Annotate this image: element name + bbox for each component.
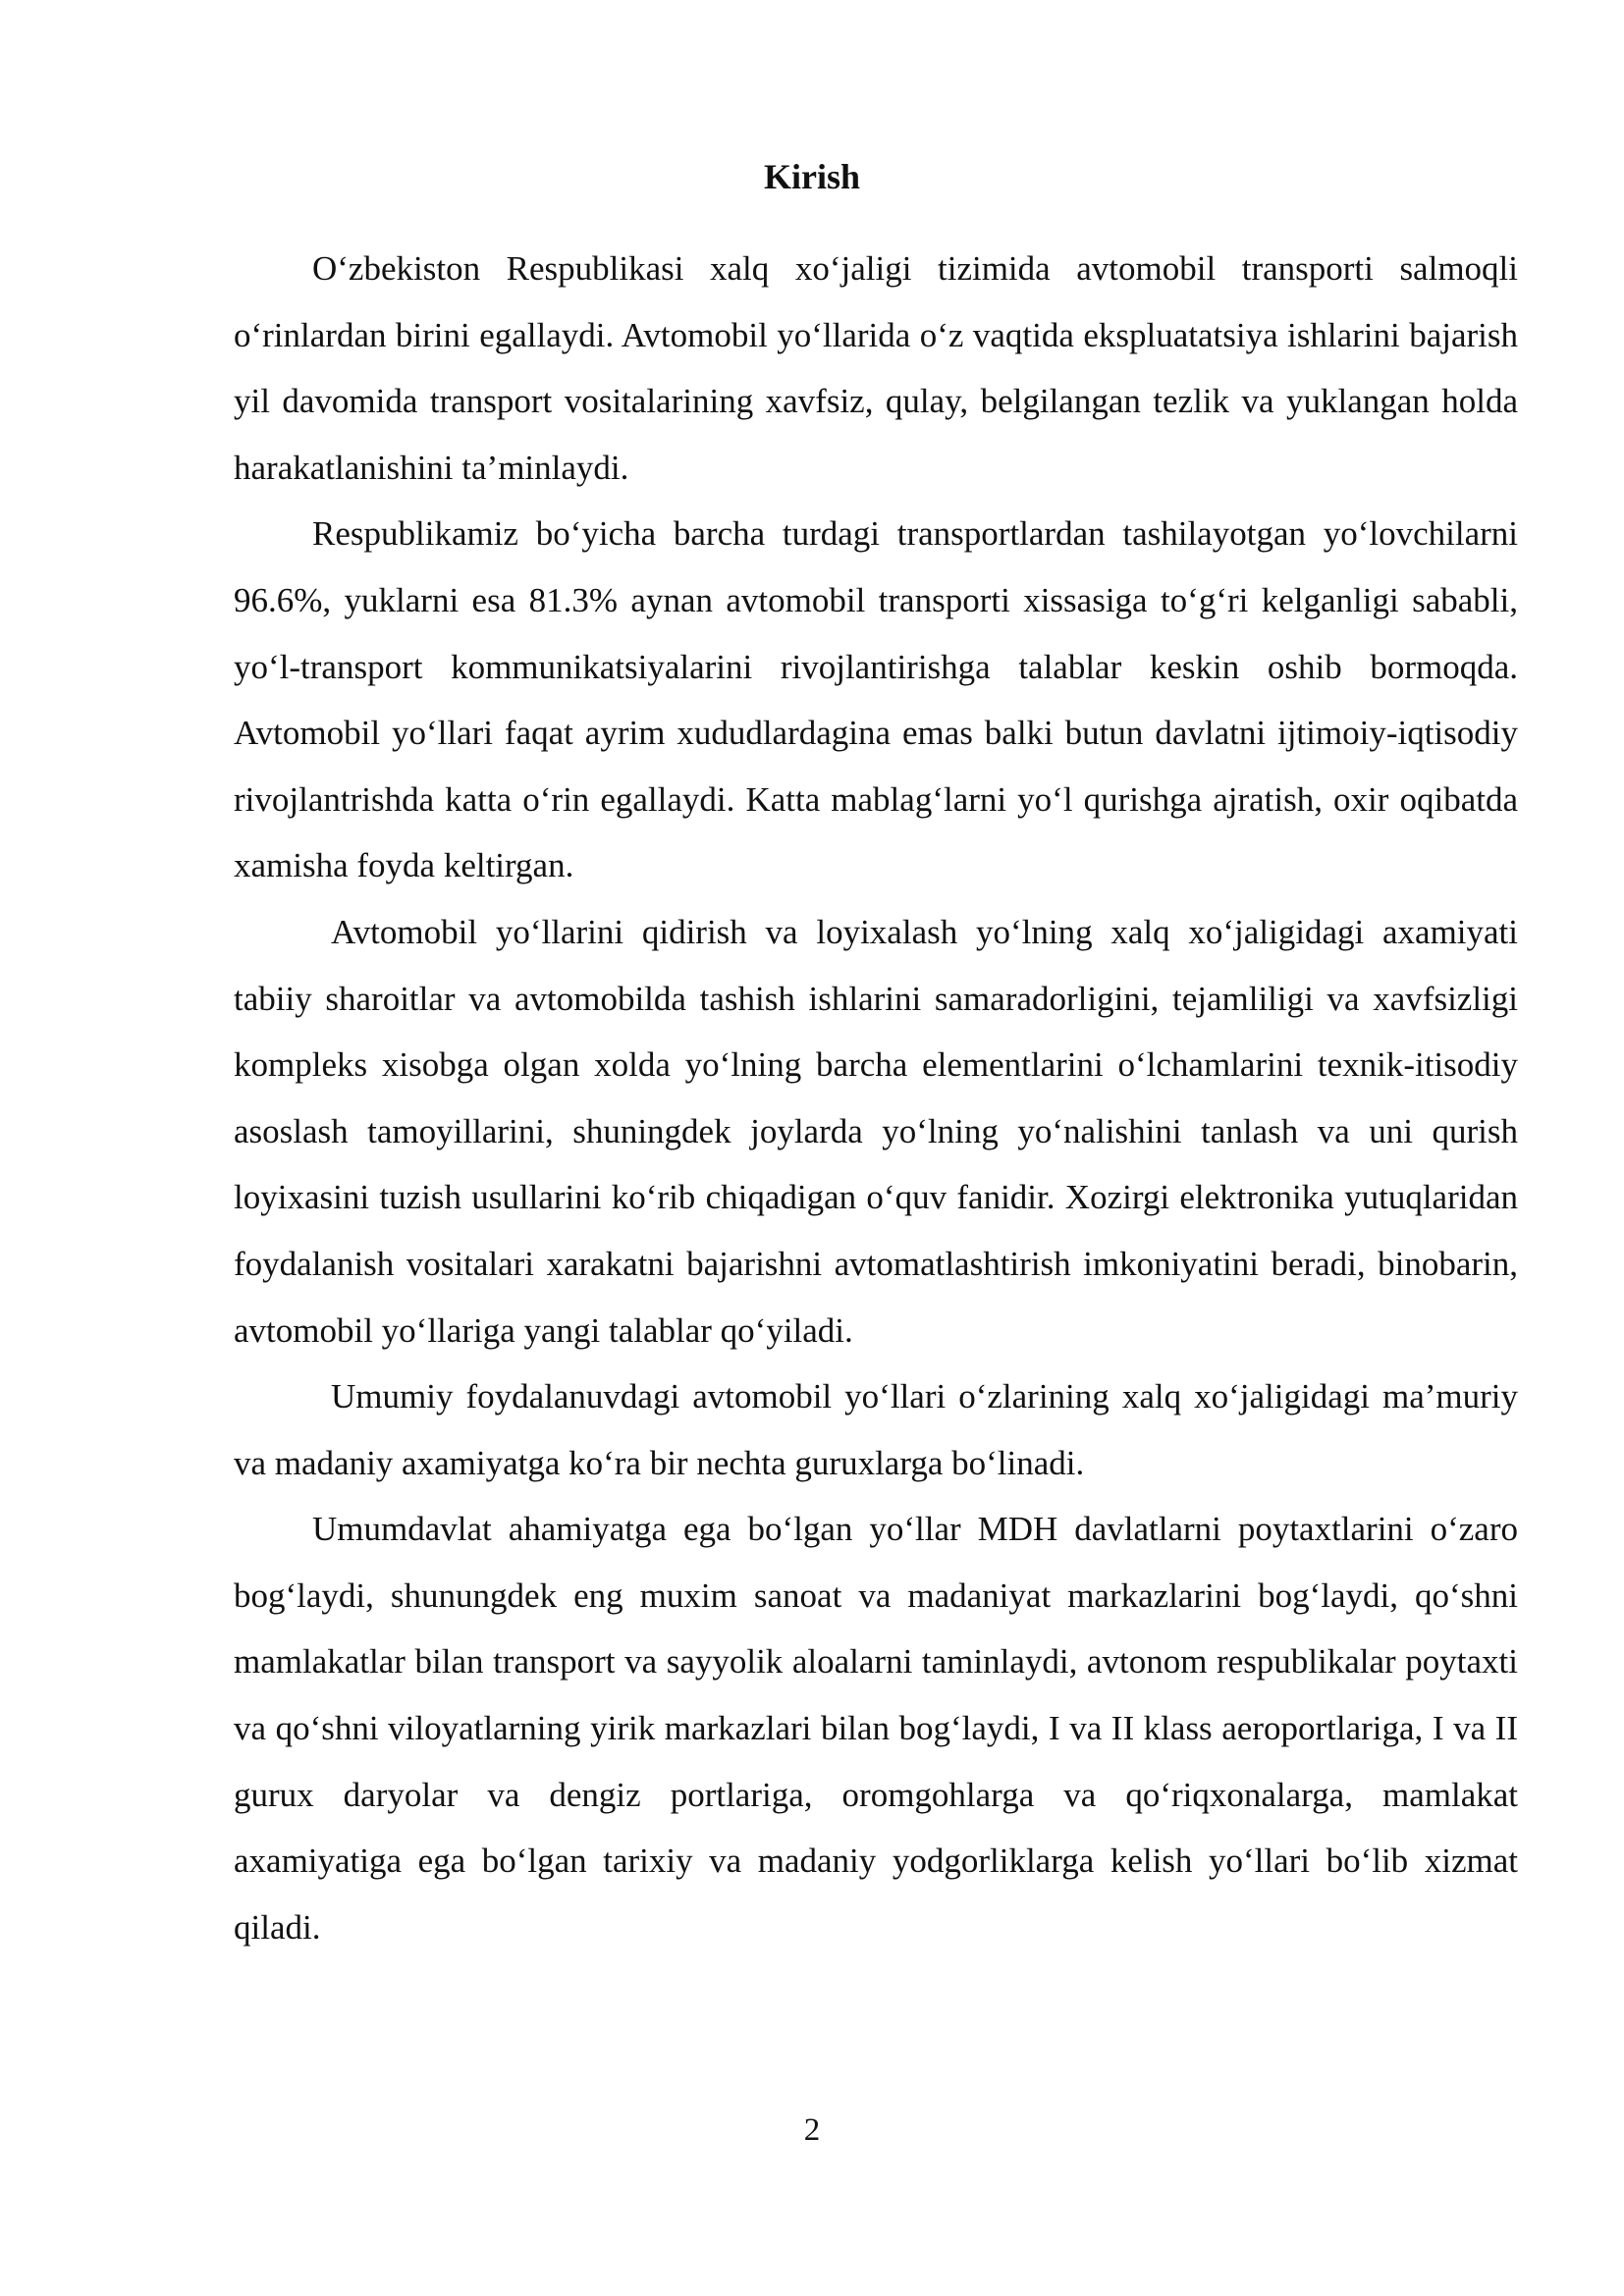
paragraph-1: O‘zbekiston Respublikasi xalq xo‘jaligi tizimida avtomobil transporti salmoqli o‘rinlardan birini egallaydi. Avtomobil yo‘llarida o‘z vaqtida ekspluatatsiya ishlarini bajarish yil davomida transport vositalarining xavfsiz, qulay, belgilangan tezlik va yuklangan holda harakatlanishini ta’minlaydi. [234, 249, 1518, 487]
paragraph-4: Umumiy foydalanuvdagi avtomobil yo‘llari o‘zlarining xalq xo‘jaligidagi ma’muriy va madaniy axamiyatga ko‘ra bir nechta guruxlarga bo‘linadi. [234, 1377, 1518, 1482]
paragraph-2: Respublikamiz bo‘yicha barcha turdagi transportlardan tashilayotgan yo‘lovchilarni 96.6%, yuklarni esa 81.3% aynan avtomobil transporti xissasiga to‘g‘ri kelganligi sababli, yo‘l-transport kommunikatsiyalarini rivojlantirishga talablar keskin oshib bormoqda. Avtomobil yo‘llari faqat ayrim xududlardagina emas balki butun davlatni ijtimoiy-iqtisodiy rivojlantrishda katta o‘rin egallaydi. Katta mablag‘larni yo‘l qurishga ajratish, oxir oqibatda xamisha foyda keltirgan. [234, 514, 1518, 885]
body-text [234, 236, 1518, 1960]
page-title: Kirish [763, 157, 860, 196]
page-number: 2 [803, 2112, 821, 2148]
paragraph-3: Avtomobil yo‘llarini qidirish va loyixalash yo‘lning xalq xo‘jaligidagi axamiyati tabiiy sharoitlar va avtomobilda tashish ishlarini samaradorligini, tejamliligi va xavfsizligi kompleks xisobga olgan xolda yo‘lning barcha elementlarini o‘lchamlarini texnik-itisodiy asoslash tamoyillarini, shuningdek joylarda yo‘lning yo‘nalishini tanlash va uni qurish loyixasini tuzish usullarini ko‘rib chiqadigan o‘quv fanidir. Xozirgi elektronika yutuqlaridan foydalanish vositalari xarakatni bajarishni avtomatlashtirish imkoniyatini beradi, binobarin, avtomobil yo‘llariga yangi talablar qo‘yiladi. [234, 912, 1518, 1350]
paragraph-5: Umumdavlat ahamiyatga ega bo‘lgan yo‘llar MDH davlatlarni poytaxtlarini o‘zaro bog‘laydi, shunungdek eng muxim sanoat va madaniyat markazlarini bog‘laydi, qo‘shni mamlakatlar bilan transport va sayyolik aloalarni taminlaydi, avtonom respublikalar poytaxti va qo‘shni viloyatlarning yirik markazlari bilan bog‘laydi, I va II klass aeroportlariga, I va II gurux daryolar va dengiz portlariga, oromgohlarga va qo‘riqxonalarga, mamlakat axamiyatiga ega bo‘lgan tarixiy va madaniy yodgorliklarga kelish yo‘llari bo‘lib xizmat qiladi. [234, 1510, 1518, 1947]
